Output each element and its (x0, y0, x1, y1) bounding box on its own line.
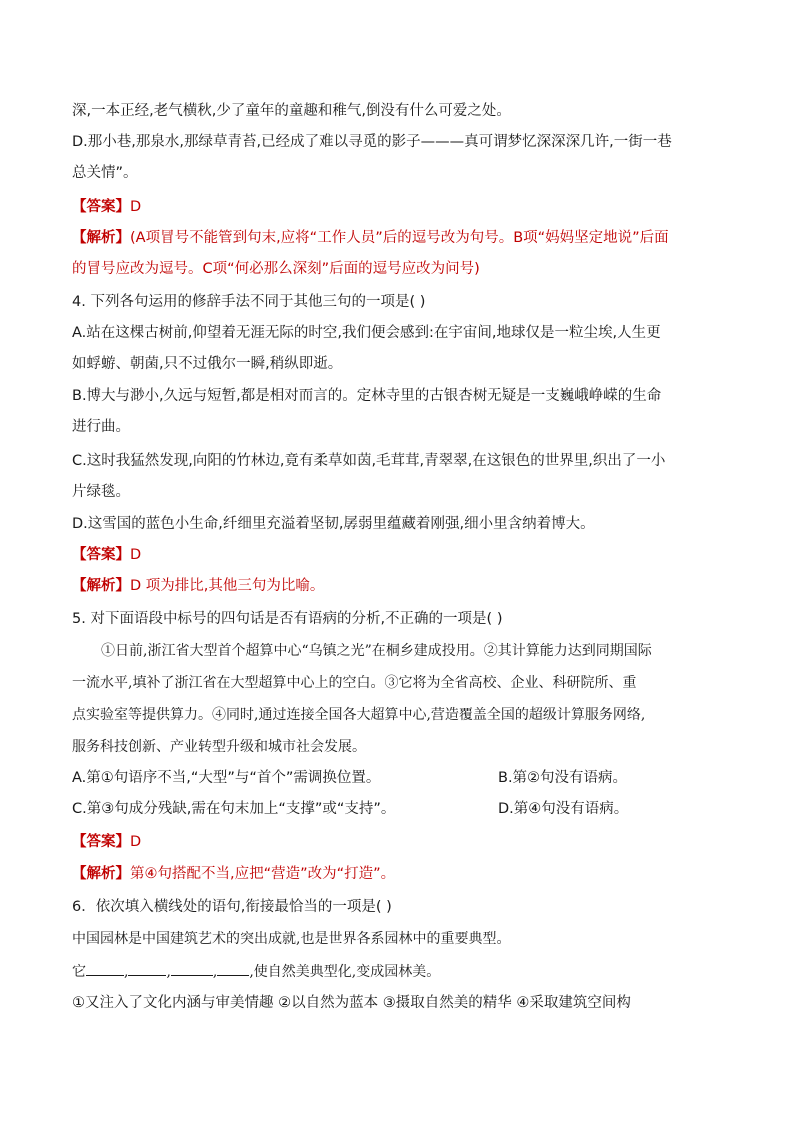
q3-answer (72, 197, 141, 217)
analysis-text: 第④句搭配不当,应把“营造”改为“打造”。 (130, 866, 396, 882)
analysis-text: D 项为排比,其他三句为比喻。 (130, 578, 325, 594)
q4-answer (72, 545, 141, 565)
separator: , (212, 964, 218, 980)
q6-stem: 6．依次填入横线处的语句,衔接最恰当的一项是( ) (72, 899, 392, 915)
q4-option-b-line1: B.博大与渺小,久远与短暂,都是相对而言的。定林寺里的古银杏树无疑是一支巍峨峥嵘的生命 (72, 388, 662, 404)
q5-analysis (72, 864, 395, 884)
q5-stem: 5. 对下面语段中标号的四句话是否有语病的分析,不正确的一项是( ) (72, 611, 503, 627)
separator: , (124, 964, 129, 980)
q5-passage-line3: 点实验室等提供算力。④同时,通过连接全国各大超算中心,营造覆盖全国的超级计算服务网络, (72, 707, 646, 723)
answer-value: D (130, 199, 142, 215)
fill-blank-3 (171, 961, 213, 976)
fill-blank-1 (86, 961, 124, 976)
q6-passage-line1: 中国园林是中国建筑艺术的突出成就,也是世界各系园林中的重要典型。 (72, 931, 511, 947)
q4-option-a-line2: 如蜉蝣、朝菌,只不过俄尔一瞬,稍纵即逝。 (72, 356, 343, 372)
fill-blank-4 (217, 961, 249, 976)
answer-tag: 【答案】 (72, 834, 130, 850)
q4-option-b-line2: 进行曲。 (72, 419, 130, 435)
answer-value: D (130, 834, 142, 850)
q3-option-c-continuation: 深,一本正经,老气横秋,少了童年的童趣和稚气,倒没有什么可爱之处。 (72, 103, 511, 119)
q5-option-c: C.第③句成分残缺,需在句末加上“支撑”或“支持”。 (72, 801, 396, 817)
q6-choices: ①又注入了文化内涵与审美情趣 ②以自然为蓝本 ③摄取自然美的精华 ④采取建筑空间构 (72, 995, 631, 1011)
q4-analysis (72, 576, 324, 596)
q5-passage-line1: ①日前,浙江省大型首个超算中心“乌镇之光”在桐乡建成投用。②其计算能力达到同期国际 (101, 643, 652, 659)
q3-analysis-line1 (72, 228, 669, 248)
answer-value: D (130, 547, 142, 563)
analysis-tag: 【解析】 (72, 230, 130, 246)
q4-option-d: D.这雪国的蓝色小生命,纤细里充溢着坚韧,孱弱里蕴藏着刚强,细小里含纳着博大。 (72, 516, 595, 532)
q5-answer (72, 832, 141, 852)
q4-option-a-line1: A.站在这棵古树前,仰望着无涯无际的时空,我们便会感到:在宇宙间,地球仅是一粒尘埃,人生更 (72, 325, 661, 341)
q4-option-c-line2: 片绿毯。 (72, 484, 130, 500)
q5-options-row1 (72, 768, 380, 788)
q5-passage-line4: 服务科技创新、产业转型升级和城市社会发展。 (72, 739, 366, 755)
q3-option-d-line1: D.那小巷,那泉水,那绿草青苔,已经成了难以寻觅的影子———真可谓梦忆深深深几许,一街一巷 (72, 134, 672, 150)
q5-passage-line2: 一流水平,填补了浙江省在大型超算中心上的空白。③它将为全省高校、企业、科研院所、重 (72, 675, 637, 691)
q6-passage-suffix: ,使自然美典型化,变成园林美。 (249, 964, 441, 980)
q4-stem: 4. 下列各句运用的修辞手法不同于其他三句的一项是( ) (72, 294, 426, 310)
analysis-text: (A项冒号不能管到句末,应将“工作人员”后的逗号改为句号。B项“妈妈坚定地说”后面 (130, 230, 669, 246)
q4-option-c-line1: C.这时我猛然发现,向阳的竹林边,竟有柔草如茵,毛茸茸,青翠翠,在这银色的世界里,织出了一小 (72, 453, 666, 469)
q3-analysis-line2: 的冒号应改为逗号。C项“何必那么深刻”后面的逗号应改为问号) (72, 261, 480, 277)
separator: , (166, 964, 171, 980)
q5-option-d: D.第④句没有语病。 (498, 801, 629, 817)
analysis-tag: 【解析】 (72, 866, 130, 882)
answer-tag: 【答案】 (72, 199, 130, 215)
q6-passage-prefix: 它 (72, 964, 86, 980)
analysis-tag: 【解析】 (72, 578, 130, 594)
q5-option-b: B.第②句没有语病。 (498, 770, 628, 786)
q6-passage-line2 (72, 961, 440, 982)
answer-tag: 【答案】 (72, 547, 130, 563)
q3-option-d-line2: 总关情”。 (72, 165, 138, 181)
q5-option-a: A.第①句语序不当,“大型”与“首个”需调换位置。 (72, 770, 381, 786)
fill-blank-2 (128, 961, 166, 976)
